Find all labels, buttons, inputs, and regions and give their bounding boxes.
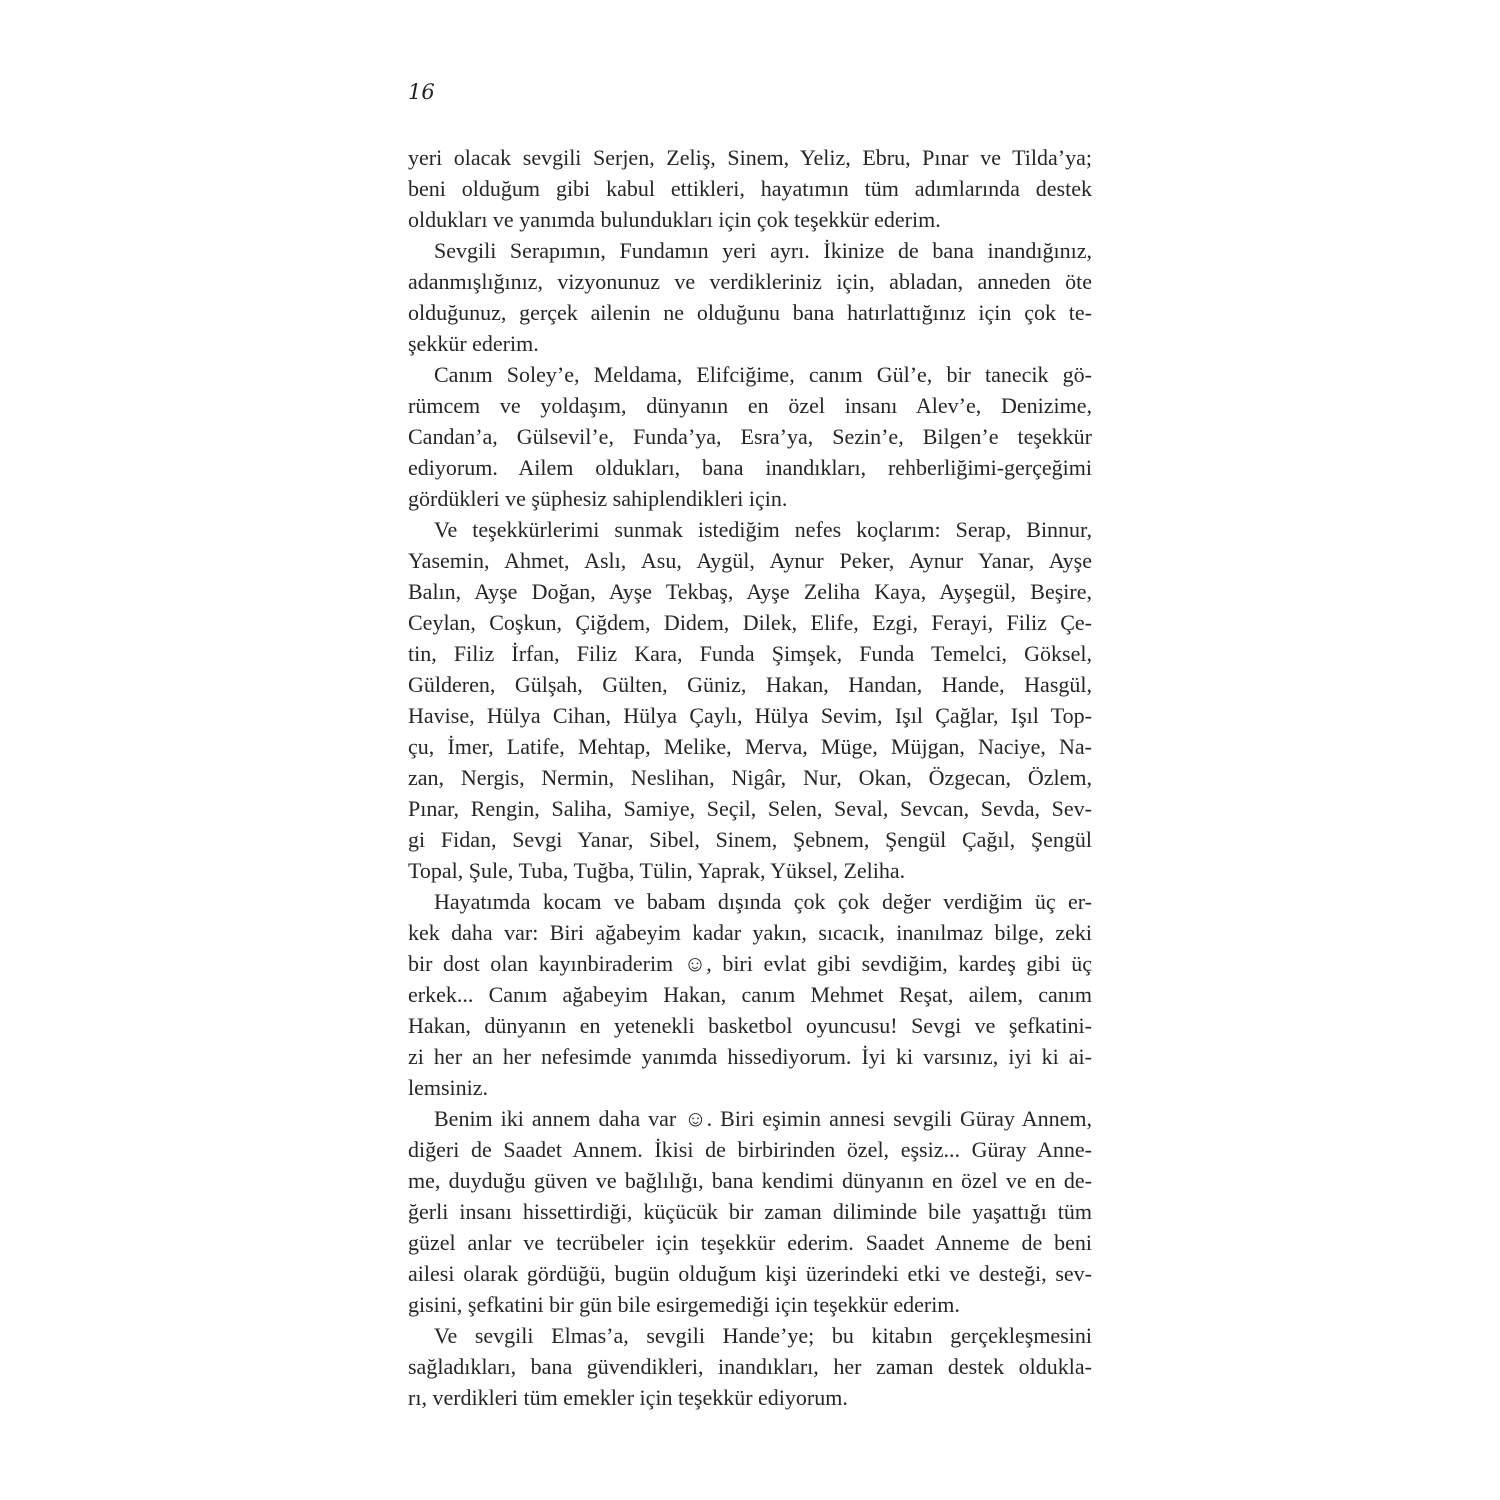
- text-line: güzel anlar ve tecrübeler için teşekkür ederim. Saadet Anneme de beni: [408, 1230, 1092, 1255]
- paragraph: [408, 514, 1092, 886]
- text-line: Candan’a, Gülsevil’e, Funda’ya, Esra’ya, Sezin’e, Bilgen’e teşekkür: [408, 424, 1092, 449]
- text-line: çu, İmer, Latife, Mehtap, Melike, Merva, Müge, Müjgan, Naciye, Na-: [408, 734, 1092, 759]
- text-line: beni olduğum gibi kabul ettikleri, hayatımın tüm adımlarında destek: [408, 176, 1092, 201]
- text-line: Yasemin, Ahmet, Aslı, Asu, Aygül, Aynur Peker, Aynur Yanar, Ayşe: [408, 548, 1092, 573]
- text-line: diğeri de Saadet Annem. İkisi de birbirinden özel, eşsiz... Güray Anne-: [408, 1137, 1092, 1162]
- text-line: Ve sevgili Elmas’a, sevgili Hande’ye; bu kitabın gerçekleşmesini: [434, 1323, 1092, 1348]
- paragraph: [408, 1320, 1092, 1413]
- text-line: Topal, Şule, Tuba, Tuğba, Tülin, Yaprak, Yüksel, Zeliha.: [408, 858, 906, 883]
- text-line: lemsiniz.: [408, 1075, 489, 1100]
- text-line: gördükleri ve şüphesiz sahiplendikleri için.: [408, 486, 788, 511]
- text-line: ediyorum. Ailem oldukları, bana inandıkları, rehberliğimi-gerçeğimi: [408, 455, 1092, 480]
- text-line: Balın, Ayşe Doğan, Ayşe Tekbaş, Ayşe Zeliha Kaya, Ayşegül, Beşire,: [408, 579, 1092, 604]
- text-line: olduğunuz, gerçek ailenin ne olduğunu bana hatırlattığınız için çok te-: [408, 300, 1092, 325]
- page-number: 16: [408, 80, 435, 104]
- text-line: sağladıkları, bana güvendikleri, inandıkları, her zaman destek oldukla-: [408, 1354, 1092, 1379]
- text-line: zan, Nergis, Nermin, Neslihan, Nigâr, Nur, Okan, Özgecan, Özlem,: [408, 765, 1092, 790]
- text-line: Canım Soley’e, Meldama, Elifciğime, canım Gül’e, bir tanecik gö-: [434, 362, 1092, 387]
- text-line: yeri olacak sevgili Serjen, Zeliş, Sinem, Yeliz, Ebru, Pınar ve Tilda’ya;: [408, 145, 1092, 170]
- text-line: adanmışlığınız, vizyonunuz ve verdikleriniz için, abladan, anneden öte: [408, 269, 1092, 294]
- paragraph: [408, 1103, 1092, 1320]
- paragraph: [408, 359, 1092, 514]
- text-line: Hayatımda kocam ve babam dışında çok çok değer verdiğim üç er-: [434, 889, 1092, 914]
- text-line: Ceylan, Coşkun, Çiğdem, Didem, Dilek, Elife, Ezgi, Ferayi, Filiz Çe-: [408, 610, 1092, 635]
- text-line: Hakan, dünyanın en yetenekli basketbol oyuncusu! Sevgi ve şefkatini-: [408, 1013, 1092, 1038]
- text-line: Ve teşekkürlerimi sunmak istediğim nefes koçlarım: Serap, Binnur,: [434, 517, 1092, 542]
- body-text: [408, 142, 1092, 1413]
- paragraph: [408, 235, 1092, 359]
- text-line: rümcem ve yoldaşım, dünyanın en özel insanı Alev’e, Denizime,: [408, 393, 1092, 418]
- text-line: oldukları ve yanımda bulundukları için çok teşekkür ederim.: [408, 207, 941, 232]
- text-line: ğerli insanı hissettirdiği, küçücük bir zaman diliminde bile yaşattığı tüm: [408, 1199, 1092, 1224]
- text-line: Pınar, Rengin, Saliha, Samiye, Seçil, Selen, Seval, Sevcan, Sevda, Sev-: [408, 796, 1092, 821]
- text-line: rı, verdikleri tüm emekler için teşekkür ediyorum.: [408, 1385, 848, 1410]
- text-line: me, duyduğu güven ve bağlılığı, bana kendimi dünyanın en özel ve en de-: [408, 1168, 1092, 1193]
- text-line: gisini, şefkatini bir gün bile esirgemediği için teşekkür ederim.: [408, 1292, 960, 1317]
- text-line: Gülderen, Gülşah, Gülten, Güniz, Hakan, Handan, Hande, Hasgül,: [408, 672, 1092, 697]
- text-line: zi her an her nefesimde yanımda hissediyorum. İyi ki varsınız, iyi ki ai-: [408, 1044, 1092, 1069]
- text-line: Sevgili Serapımın, Fundamın yeri ayrı. İkinize de bana inandığınız,: [434, 238, 1092, 263]
- text-line: erkek... Canım ağabeyim Hakan, canım Mehmet Reşat, ailem, canım: [408, 982, 1092, 1007]
- text-line: ailesi olarak gördüğü, bugün olduğum kişi üzerindeki etki ve desteği, sev-: [408, 1261, 1092, 1286]
- paragraph: [408, 142, 1092, 235]
- text-line: tin, Filiz İrfan, Filiz Kara, Funda Şimşek, Funda Temelci, Göksel,: [408, 641, 1092, 666]
- text-line: kek daha var: Biri ağabeyim kadar yakın, sıcacık, inanılmaz bilge, zeki: [408, 920, 1092, 945]
- text-line: şekkür ederim.: [408, 331, 539, 356]
- text-line: Benim iki annem daha var ☺. Biri eşimin annesi sevgili Güray Annem,: [434, 1106, 1092, 1131]
- text-line: Havise, Hülya Cihan, Hülya Çaylı, Hülya Sevim, Işıl Çağlar, Işıl Top-: [408, 703, 1092, 728]
- paragraph: [408, 886, 1092, 1103]
- text-line: gi Fidan, Sevgi Yanar, Sibel, Sinem, Şebnem, Şengül Çağıl, Şengül: [408, 827, 1092, 852]
- text-line: bir dost olan kayınbiraderim ☺, biri evlat gibi sevdiğim, kardeş gibi üç: [408, 951, 1092, 976]
